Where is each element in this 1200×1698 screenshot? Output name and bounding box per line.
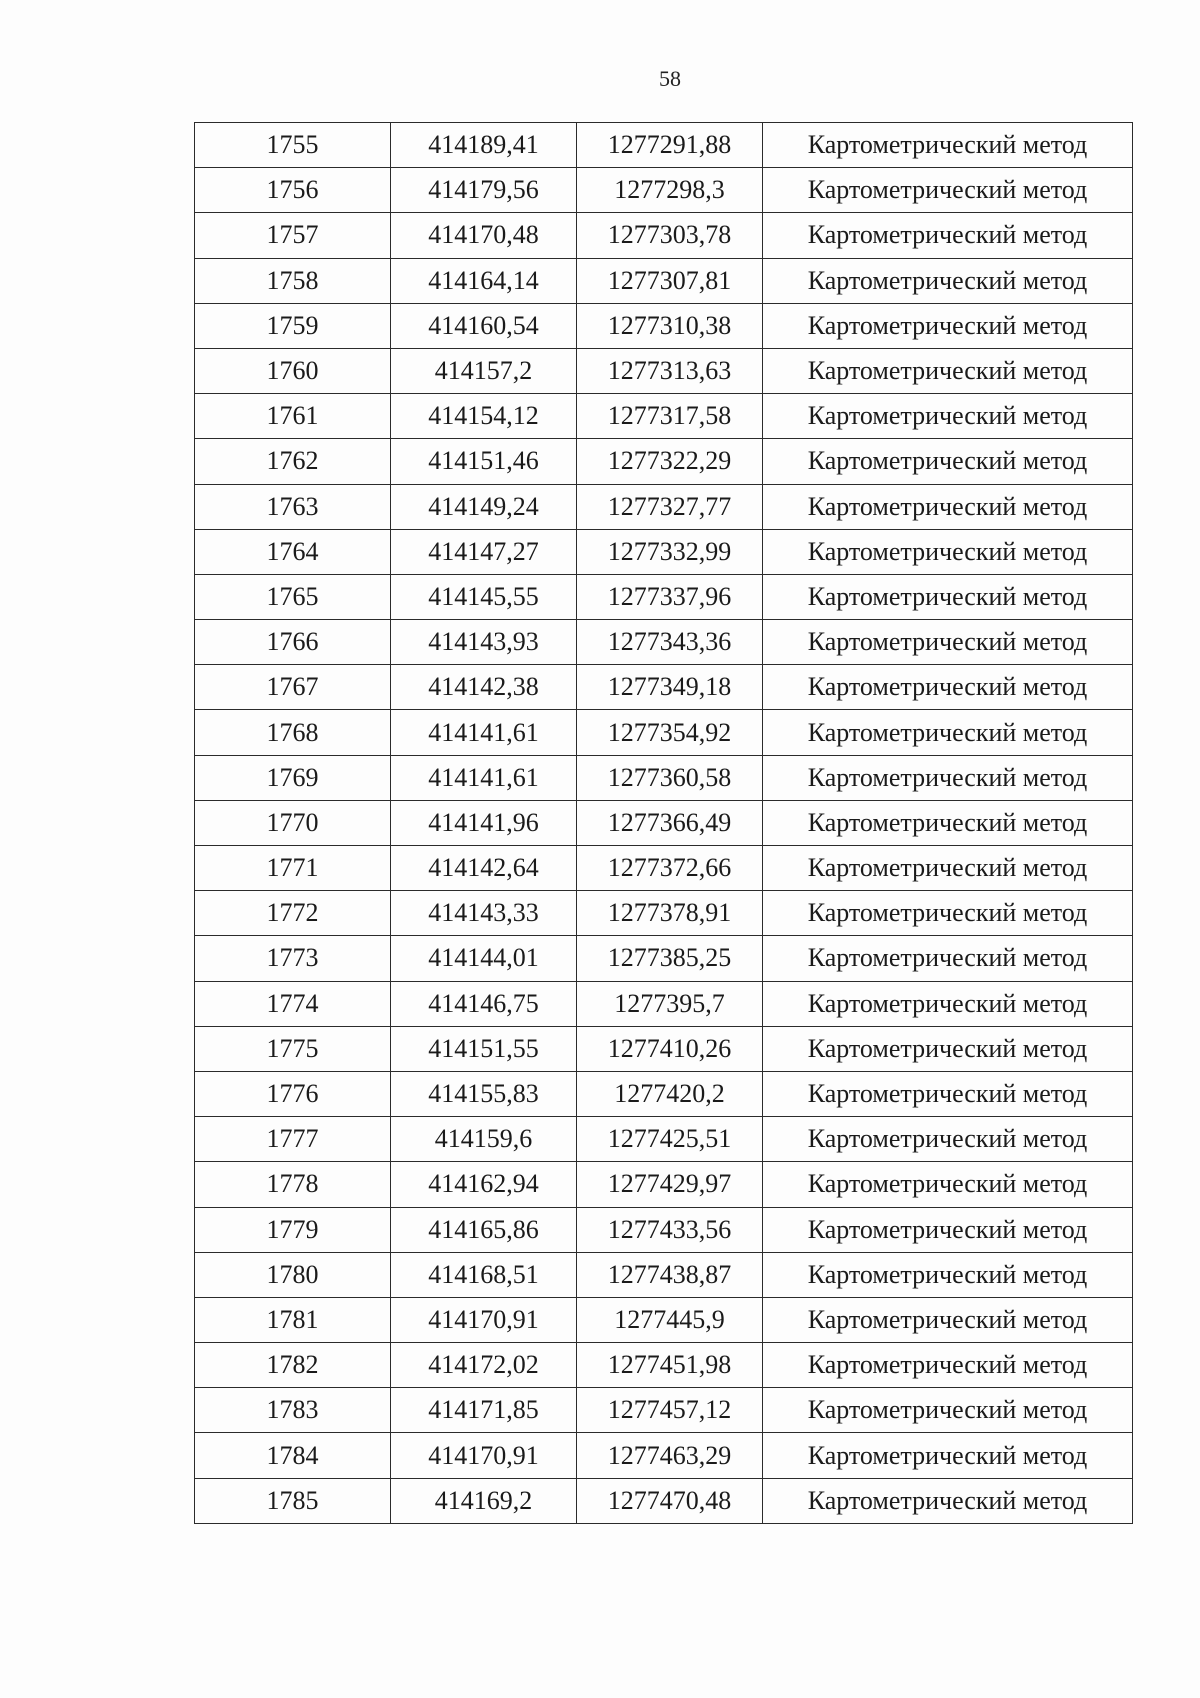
x-coordinate-cell: 414149,24 — [391, 484, 577, 529]
table-row — [195, 1071, 1133, 1116]
x-coordinate-cell: 414146,75 — [391, 981, 577, 1026]
table-row — [195, 439, 1133, 484]
x-coordinate-cell: 414142,38 — [391, 665, 577, 710]
point-number-cell: 1765 — [195, 574, 391, 619]
method-cell: Картометрический метод — [763, 1026, 1133, 1071]
table-row — [195, 394, 1133, 439]
y-coordinate-cell: 1277360,58 — [577, 755, 763, 800]
y-coordinate-cell: 1277354,92 — [577, 710, 763, 755]
point-number-cell: 1762 — [195, 439, 391, 484]
method-cell: Картометрический метод — [763, 1117, 1133, 1162]
point-number-cell: 1776 — [195, 1071, 391, 1116]
table-row — [195, 1162, 1133, 1207]
y-coordinate-cell: 1277349,18 — [577, 665, 763, 710]
y-coordinate-cell: 1277366,49 — [577, 800, 763, 845]
x-coordinate-cell: 414147,27 — [391, 529, 577, 574]
x-coordinate-cell: 414189,41 — [391, 123, 577, 168]
table-row — [195, 1207, 1133, 1252]
method-cell: Картометрический метод — [763, 1071, 1133, 1116]
table-row — [195, 484, 1133, 529]
method-cell: Картометрический метод — [763, 574, 1133, 619]
table-row — [195, 1433, 1133, 1478]
point-number-cell: 1777 — [195, 1117, 391, 1162]
x-coordinate-cell: 414169,2 — [391, 1478, 577, 1523]
y-coordinate-cell: 1277343,36 — [577, 620, 763, 665]
table-row — [195, 1026, 1133, 1071]
method-cell: Картометрический метод — [763, 348, 1133, 393]
point-number-cell: 1761 — [195, 394, 391, 439]
method-cell: Картометрический метод — [763, 168, 1133, 213]
method-cell: Картометрический метод — [763, 936, 1133, 981]
point-number-cell: 1775 — [195, 1026, 391, 1071]
x-coordinate-cell: 414171,85 — [391, 1388, 577, 1433]
point-number-cell: 1783 — [195, 1388, 391, 1433]
point-number-cell: 1770 — [195, 800, 391, 845]
y-coordinate-cell: 1277451,98 — [577, 1343, 763, 1388]
method-cell: Картометрический метод — [763, 258, 1133, 303]
point-number-cell: 1780 — [195, 1252, 391, 1297]
coordinates-table — [194, 122, 1133, 1524]
x-coordinate-cell: 414141,61 — [391, 755, 577, 800]
method-cell: Картометрический метод — [763, 755, 1133, 800]
page-number: 58 — [659, 66, 681, 91]
y-coordinate-cell: 1277322,29 — [577, 439, 763, 484]
y-coordinate-cell: 1277470,48 — [577, 1478, 763, 1523]
method-cell: Картометрический метод — [763, 891, 1133, 936]
table-row — [195, 800, 1133, 845]
table-row — [195, 574, 1133, 619]
x-coordinate-cell: 414165,86 — [391, 1207, 577, 1252]
point-number-cell: 1768 — [195, 710, 391, 755]
y-coordinate-cell: 1277317,58 — [577, 394, 763, 439]
point-number-cell: 1779 — [195, 1207, 391, 1252]
y-coordinate-cell: 1277395,7 — [577, 981, 763, 1026]
point-number-cell: 1784 — [195, 1433, 391, 1478]
point-number-cell: 1773 — [195, 936, 391, 981]
x-coordinate-cell: 414145,55 — [391, 574, 577, 619]
x-coordinate-cell: 414142,64 — [391, 846, 577, 891]
table-row — [195, 846, 1133, 891]
table-row — [195, 529, 1133, 574]
point-number-cell: 1757 — [195, 213, 391, 258]
table-row — [195, 1252, 1133, 1297]
method-cell: Картометрический метод — [763, 213, 1133, 258]
table-row — [195, 981, 1133, 1026]
method-cell: Картометрический метод — [763, 1343, 1133, 1388]
y-coordinate-cell: 1277429,97 — [577, 1162, 763, 1207]
point-number-cell: 1760 — [195, 348, 391, 393]
method-cell: Картометрический метод — [763, 529, 1133, 574]
y-coordinate-cell: 1277425,51 — [577, 1117, 763, 1162]
table-row — [195, 1297, 1133, 1342]
table-row — [195, 665, 1133, 710]
table-row — [195, 1388, 1133, 1433]
method-cell: Картометрический метод — [763, 710, 1133, 755]
point-number-cell: 1781 — [195, 1297, 391, 1342]
table-row — [195, 755, 1133, 800]
method-cell: Картометрический метод — [763, 439, 1133, 484]
table-row — [195, 348, 1133, 393]
method-cell: Картометрический метод — [763, 846, 1133, 891]
method-cell: Картометрический метод — [763, 800, 1133, 845]
table-row — [195, 213, 1133, 258]
x-coordinate-cell: 414179,56 — [391, 168, 577, 213]
table-row — [195, 710, 1133, 755]
x-coordinate-cell: 414144,01 — [391, 936, 577, 981]
method-cell: Картометрический метод — [763, 665, 1133, 710]
table-row — [195, 936, 1133, 981]
method-cell: Картометрический метод — [763, 620, 1133, 665]
y-coordinate-cell: 1277385,25 — [577, 936, 763, 981]
table-row — [195, 258, 1133, 303]
x-coordinate-cell: 414143,33 — [391, 891, 577, 936]
method-cell: Картометрический метод — [763, 1162, 1133, 1207]
x-coordinate-cell: 414172,02 — [391, 1343, 577, 1388]
point-number-cell: 1759 — [195, 303, 391, 348]
y-coordinate-cell: 1277303,78 — [577, 213, 763, 258]
y-coordinate-cell: 1277332,99 — [577, 529, 763, 574]
x-coordinate-cell: 414164,14 — [391, 258, 577, 303]
y-coordinate-cell: 1277445,9 — [577, 1297, 763, 1342]
table-row — [195, 1343, 1133, 1388]
point-number-cell: 1764 — [195, 529, 391, 574]
y-coordinate-cell: 1277410,26 — [577, 1026, 763, 1071]
y-coordinate-cell: 1277438,87 — [577, 1252, 763, 1297]
x-coordinate-cell: 414141,96 — [391, 800, 577, 845]
table-row — [195, 1478, 1133, 1523]
y-coordinate-cell: 1277298,3 — [577, 168, 763, 213]
point-number-cell: 1778 — [195, 1162, 391, 1207]
x-coordinate-cell: 414168,51 — [391, 1252, 577, 1297]
method-cell: Картометрический метод — [763, 1207, 1133, 1252]
method-cell: Картометрический метод — [763, 1433, 1133, 1478]
y-coordinate-cell: 1277463,29 — [577, 1433, 763, 1478]
point-number-cell: 1755 — [195, 123, 391, 168]
method-cell: Картометрический метод — [763, 1252, 1133, 1297]
table-row — [195, 168, 1133, 213]
y-coordinate-cell: 1277457,12 — [577, 1388, 763, 1433]
method-cell: Картометрический метод — [763, 303, 1133, 348]
x-coordinate-cell: 414154,12 — [391, 394, 577, 439]
method-cell: Картометрический метод — [763, 123, 1133, 168]
x-coordinate-cell: 414170,91 — [391, 1433, 577, 1478]
point-number-cell: 1771 — [195, 846, 391, 891]
method-cell: Картометрический метод — [763, 1478, 1133, 1523]
y-coordinate-cell: 1277307,81 — [577, 258, 763, 303]
y-coordinate-cell: 1277291,88 — [577, 123, 763, 168]
point-number-cell: 1763 — [195, 484, 391, 529]
point-number-cell: 1766 — [195, 620, 391, 665]
y-coordinate-cell: 1277337,96 — [577, 574, 763, 619]
x-coordinate-cell: 414160,54 — [391, 303, 577, 348]
x-coordinate-cell: 414170,48 — [391, 213, 577, 258]
point-number-cell: 1774 — [195, 981, 391, 1026]
y-coordinate-cell: 1277313,63 — [577, 348, 763, 393]
table-row — [195, 1117, 1133, 1162]
y-coordinate-cell: 1277433,56 — [577, 1207, 763, 1252]
x-coordinate-cell: 414159,6 — [391, 1117, 577, 1162]
x-coordinate-cell: 414157,2 — [391, 348, 577, 393]
point-number-cell: 1756 — [195, 168, 391, 213]
y-coordinate-cell: 1277310,38 — [577, 303, 763, 348]
point-number-cell: 1785 — [195, 1478, 391, 1523]
y-coordinate-cell: 1277420,2 — [577, 1071, 763, 1116]
method-cell: Картометрический метод — [763, 1388, 1133, 1433]
y-coordinate-cell: 1277327,77 — [577, 484, 763, 529]
table-row — [195, 303, 1133, 348]
x-coordinate-cell: 414162,94 — [391, 1162, 577, 1207]
table-row — [195, 123, 1133, 168]
x-coordinate-cell: 414170,91 — [391, 1297, 577, 1342]
method-cell: Картометрический метод — [763, 394, 1133, 439]
method-cell: Картометрический метод — [763, 484, 1133, 529]
y-coordinate-cell: 1277372,66 — [577, 846, 763, 891]
y-coordinate-cell: 1277378,91 — [577, 891, 763, 936]
point-number-cell: 1769 — [195, 755, 391, 800]
point-number-cell: 1782 — [195, 1343, 391, 1388]
x-coordinate-cell: 414151,55 — [391, 1026, 577, 1071]
x-coordinate-cell: 414143,93 — [391, 620, 577, 665]
x-coordinate-cell: 414141,61 — [391, 710, 577, 755]
table-row — [195, 620, 1133, 665]
point-number-cell: 1767 — [195, 665, 391, 710]
coordinates-table-body — [195, 123, 1133, 1524]
x-coordinate-cell: 414151,46 — [391, 439, 577, 484]
method-cell: Картометрический метод — [763, 981, 1133, 1026]
point-number-cell: 1758 — [195, 258, 391, 303]
table-row — [195, 891, 1133, 936]
method-cell: Картометрический метод — [763, 1297, 1133, 1342]
x-coordinate-cell: 414155,83 — [391, 1071, 577, 1116]
point-number-cell: 1772 — [195, 891, 391, 936]
